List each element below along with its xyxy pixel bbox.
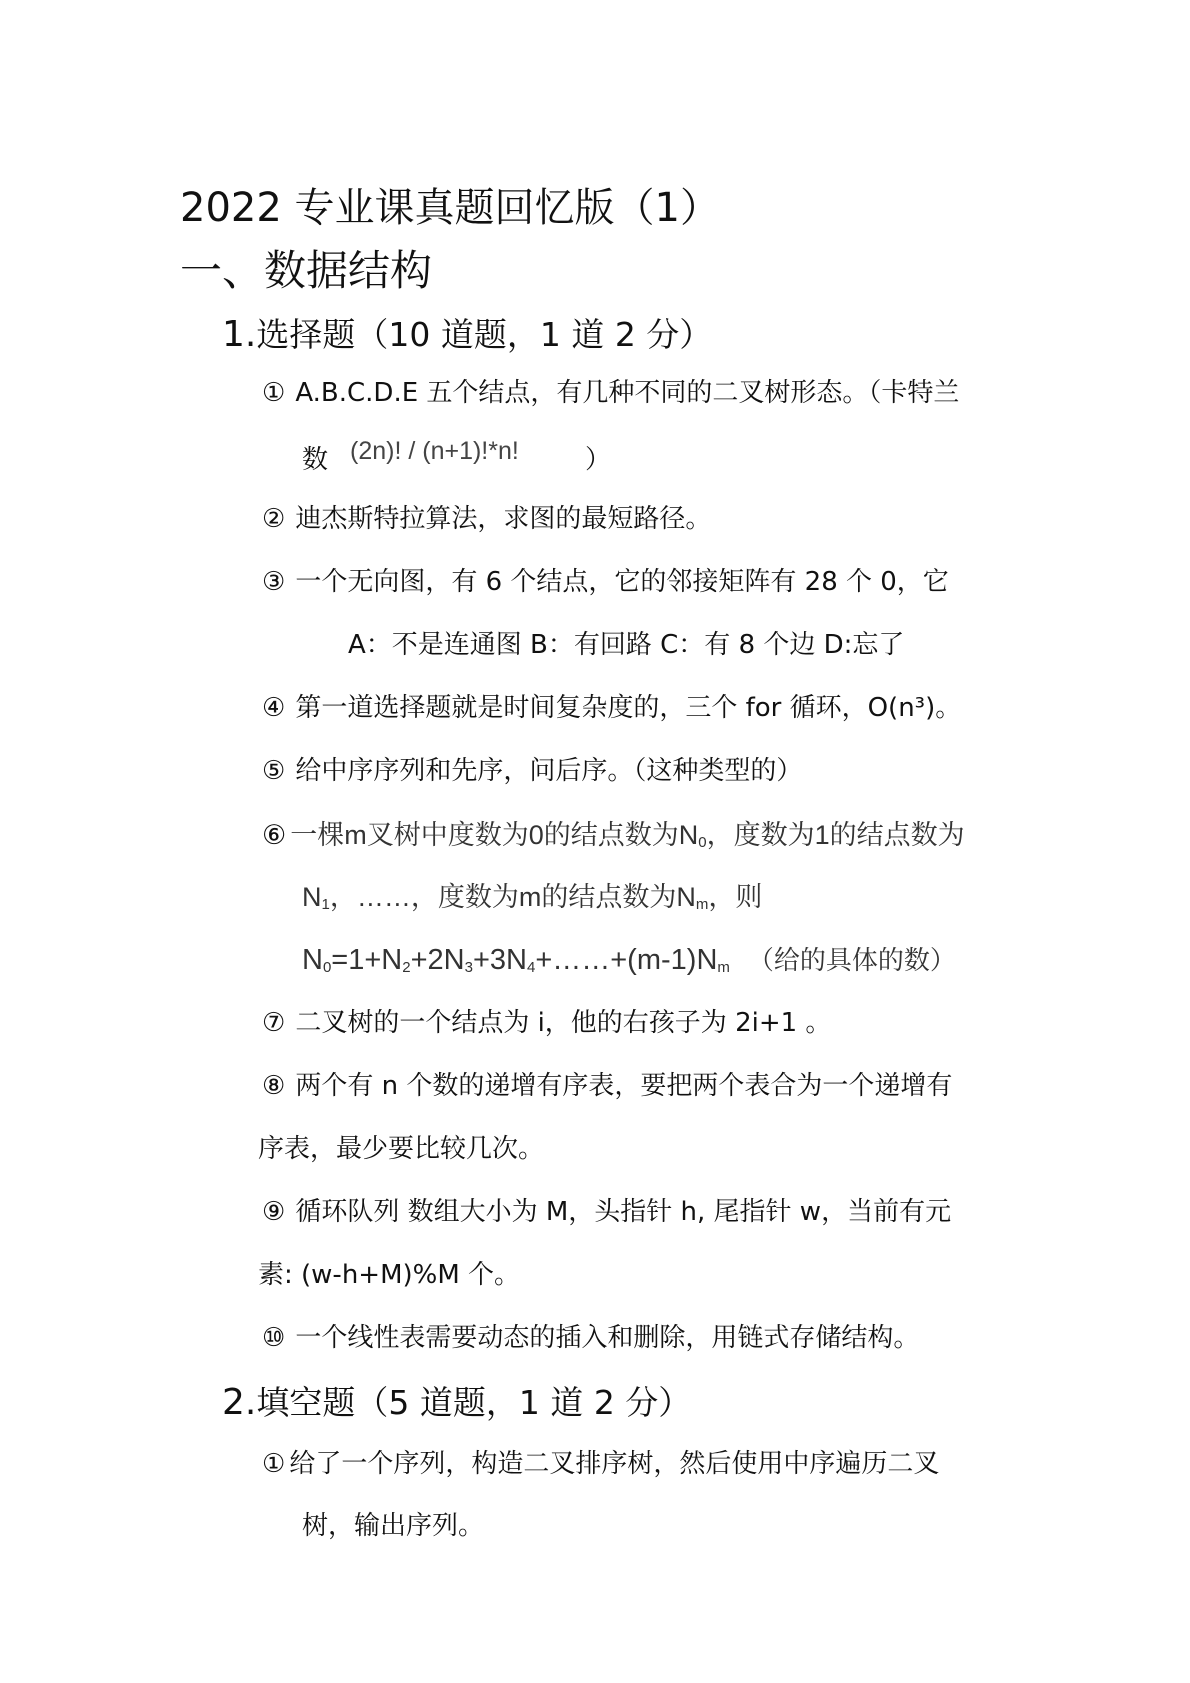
document-title: 2022 专业课真题回忆版（1） — [180, 185, 720, 231]
question-marker: ② — [262, 504, 286, 534]
question-marker: ① — [262, 1449, 286, 1479]
question-text: 给了一个序列，构造二叉排序树，然后使用中序遍历二叉 — [289, 1449, 940, 1479]
question-1-continuation — [302, 447, 328, 473]
text-segment: N — [302, 944, 323, 976]
part2-heading-text: 填空题（5 道题，1 道 2 分） — [256, 1383, 692, 1422]
text-segment: +2N — [410, 944, 465, 976]
subscript: 0 — [322, 959, 332, 976]
question-3-options: A：不是连通图 B：有回路 C：有 8 个边 D:忘了 — [348, 630, 905, 660]
text-segment: ，……，度数为m的结点数为N — [329, 882, 696, 912]
part1-heading — [222, 314, 713, 355]
subscript: 3 — [464, 959, 473, 976]
subscript: 1 — [321, 896, 330, 913]
question-7 — [262, 1010, 831, 1036]
text-segment: ，则 — [708, 882, 763, 912]
subscript: m — [717, 959, 730, 976]
question-text: 两个有 n 个数的递增有序表，要把两个表合为一个递增有 — [295, 1071, 953, 1101]
question-marker: ③ — [262, 567, 286, 597]
question-9 — [262, 1199, 951, 1225]
question-marker: ⑩ — [262, 1323, 286, 1353]
question-marker: ④ — [262, 693, 286, 723]
part1-heading-text: 选择题（10 道题，1 道 2 分） — [256, 315, 713, 354]
question-text: 循环队列 数组大小为 M，头指针 h, 尾指针 w，当前有元 — [295, 1197, 952, 1227]
question-marker: ⑤ — [262, 756, 286, 786]
text-segment: N — [302, 882, 322, 912]
subscript: 4 — [526, 959, 536, 976]
catalan-formula: (2n)! / (n+1)!*n! — [350, 437, 519, 465]
text-segment: =1+N — [331, 944, 403, 976]
fill-question-1-continuation: 树，输出序列。 — [302, 1511, 485, 1541]
question-5 — [262, 758, 802, 784]
question-1 — [262, 380, 959, 406]
question-text: 一个无向图，有 6 个结点，它的邻接矩阵有 28 个 0，它 — [295, 567, 949, 597]
question-6 — [262, 822, 965, 850]
question-10 — [262, 1325, 919, 1351]
question-marker: ⑦ — [262, 1008, 286, 1038]
part2-heading — [222, 1382, 692, 1423]
question-1-close-paren: ） — [585, 445, 612, 475]
question-8-continuation: 序表，最少要比较几次。 — [258, 1134, 545, 1164]
text-segment: ，度数为1的结点数为 — [706, 820, 965, 850]
question-6-line-1 — [290, 820, 964, 850]
question-marker: ⑥ — [262, 820, 287, 851]
part1-heading-number: 1. — [222, 314, 257, 355]
section-heading: 一、数据结构 — [180, 246, 433, 295]
question-text: A.B.C.D.E 五个结点，有几种不同的二叉树形态。（卡特兰 — [295, 378, 960, 408]
text-segment: +3N — [472, 944, 527, 976]
part2-heading-number: 2. — [222, 1382, 257, 1423]
text-segment: +……+(m-1)N — [535, 944, 718, 976]
question-continuation-prefix: 数 — [302, 445, 329, 475]
equation-note: （给的具体的数） — [747, 945, 956, 975]
question-3 — [262, 569, 949, 595]
question-8 — [262, 1073, 952, 1099]
subscript: m — [695, 896, 709, 913]
question-marker: ⑨ — [262, 1197, 286, 1227]
question-text: 迪杰斯特拉算法，求图的最短路径。 — [295, 504, 712, 534]
fill-question-1 — [262, 1451, 939, 1477]
question-text: 给中序序列和先序，问后序。（这种类型的） — [295, 756, 803, 786]
subscript: 0 — [698, 834, 707, 851]
question-2 — [262, 506, 711, 532]
question-text: 第一道选择题就是时间复杂度的，三个 for 循环，O(n³)。 — [295, 693, 962, 723]
question-text: 二叉树的一个结点为 i，他的右孩子为 2i+1 。 — [295, 1008, 832, 1038]
question-marker: ⑧ — [262, 1071, 286, 1101]
question-marker: ① — [262, 378, 286, 408]
question-6-equation — [302, 946, 956, 975]
subscript: 2 — [402, 959, 411, 976]
text-segment: 一棵m叉树中度数为0的结点数为N — [290, 820, 699, 850]
question-9-continuation: 素: (w-h+M)%M 个。 — [258, 1260, 521, 1290]
question-4 — [262, 695, 961, 721]
question-6-line-2 — [302, 884, 762, 912]
question-text: 一个线性表需要动态的插入和删除，用链式存储结构。 — [295, 1323, 920, 1353]
